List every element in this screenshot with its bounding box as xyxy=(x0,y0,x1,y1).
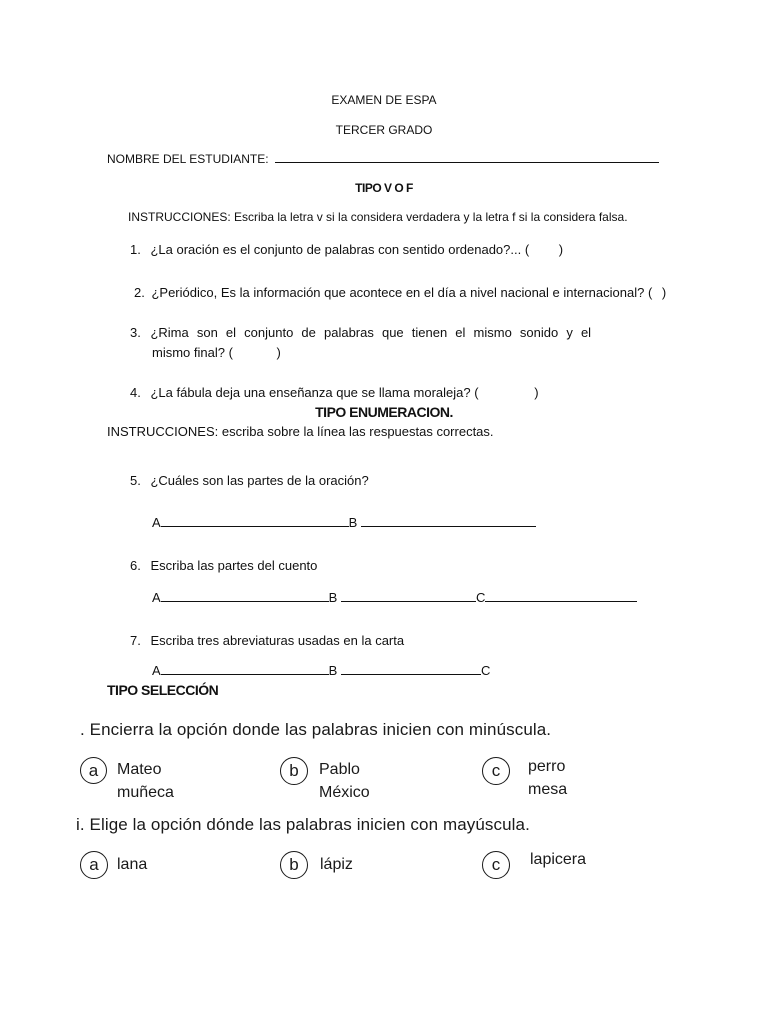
section-vf-heading: TIPO V O F xyxy=(355,181,413,195)
vf-item-2: 2. ¿Periódico, Es la información que acontece en el día a nivel nacional e internacional? ( ) xyxy=(134,285,667,300)
option-a-circle[interactable]: a xyxy=(80,757,107,784)
answer-line-c[interactable] xyxy=(485,600,637,602)
option-b-circle[interactable]: b xyxy=(280,851,308,879)
item-text: Escriba las partes del cuento xyxy=(150,558,318,573)
answer-line-a[interactable] xyxy=(161,600,329,602)
sel-q2-prompt: i. Elige la opción dónde las palabras inicien con mayúscula. xyxy=(76,815,530,834)
student-name-label: NOMBRE DEL ESTUDIANTE: xyxy=(107,152,269,166)
option-b-word: lápiz xyxy=(320,856,353,873)
item-number: 4. xyxy=(130,385,141,400)
answer-line-a[interactable] xyxy=(161,673,329,675)
item-text: ¿La oración es el conjunto de palabras con sentido ordenado?... ( xyxy=(150,242,530,257)
enum-item-5-answers: A B xyxy=(152,515,536,530)
exam-title: EXAMEN DE ESPA xyxy=(331,93,437,107)
option-c-word-1: perro xyxy=(528,758,566,775)
enum-item-6 xyxy=(130,558,317,573)
option-c-circle[interactable]: c xyxy=(482,851,510,879)
item-number: 2. xyxy=(134,285,145,300)
option-c-word-2: mesa xyxy=(528,781,568,798)
option-a-word-1: Mateo xyxy=(117,761,162,778)
item-text-cont: mismo final? ( xyxy=(152,345,233,360)
vf-item-3 xyxy=(130,325,591,340)
option-a-word: lana xyxy=(117,856,148,873)
section-enum-instructions: INSTRUCCIONES: escriba sobre la línea las respuestas correctas. xyxy=(107,424,494,439)
option-c-word: lapicera xyxy=(530,851,587,868)
enum-item-7 xyxy=(130,633,404,648)
option-b-word-2: México xyxy=(319,784,370,801)
item-text: ¿La fábula deja una enseñanza que se llama moraleja? ( xyxy=(150,385,479,400)
sel-q1-prompt: . Encierra la opción donde las palabras inicien con minúscula. xyxy=(80,720,552,739)
option-b-word-1: Pablo xyxy=(319,761,360,778)
answer-line-b[interactable] xyxy=(341,673,481,675)
section-enum-heading: TIPO ENUMERACION. xyxy=(315,404,453,420)
grade-title: TERCER GRADO xyxy=(335,123,433,137)
item-text: ¿Rima son el conjunto de palabras que tienen el mismo sonido y el xyxy=(150,325,592,340)
answer-line-b[interactable] xyxy=(341,600,476,602)
item-number: 5. xyxy=(130,473,141,488)
answer-line-b[interactable] xyxy=(361,525,536,527)
item-number: 3. xyxy=(130,325,141,340)
section-vf-instructions: INSTRUCCIONES: Escriba la letra v si la considera verdadera y la letra f si la considera falsa. xyxy=(128,210,628,224)
vf-item-4: 4. ¿La fábula deja una enseñanza que se llama moraleja? ( ) xyxy=(130,385,539,400)
option-a-word-2: muñeca xyxy=(117,784,174,801)
item-text: Escriba tres abreviaturas usadas en la carta xyxy=(150,633,405,648)
item-text: ¿Periódico, Es la información que acontece en el día a nivel nacional e internacional? ( xyxy=(151,285,653,300)
option-b-circle[interactable]: b xyxy=(280,757,308,785)
item-number: 6. xyxy=(130,558,141,573)
option-a-circle[interactable]: a xyxy=(80,851,108,879)
vf-item-3-cont: mismo final? ( ) xyxy=(152,345,281,360)
answer-line-a[interactable] xyxy=(161,525,349,527)
section-sel-heading: TIPO SELECCIÓN xyxy=(107,682,219,698)
item-number: 7. xyxy=(130,633,141,648)
vf-item-1: 1. ¿La oración es el conjunto de palabras con sentido ordenado?... ( ) xyxy=(130,242,564,257)
enum-item-6-answers: A B C xyxy=(152,590,637,605)
item-text: ¿Cuáles son las partes de la oración? xyxy=(150,473,369,488)
option-c-circle[interactable]: c xyxy=(482,757,510,785)
item-number: 1. xyxy=(130,242,141,257)
student-name-field[interactable] xyxy=(275,161,659,163)
student-name-row xyxy=(107,152,659,166)
enum-item-5 xyxy=(130,473,369,488)
enum-item-7-answers: A B C xyxy=(152,663,491,678)
